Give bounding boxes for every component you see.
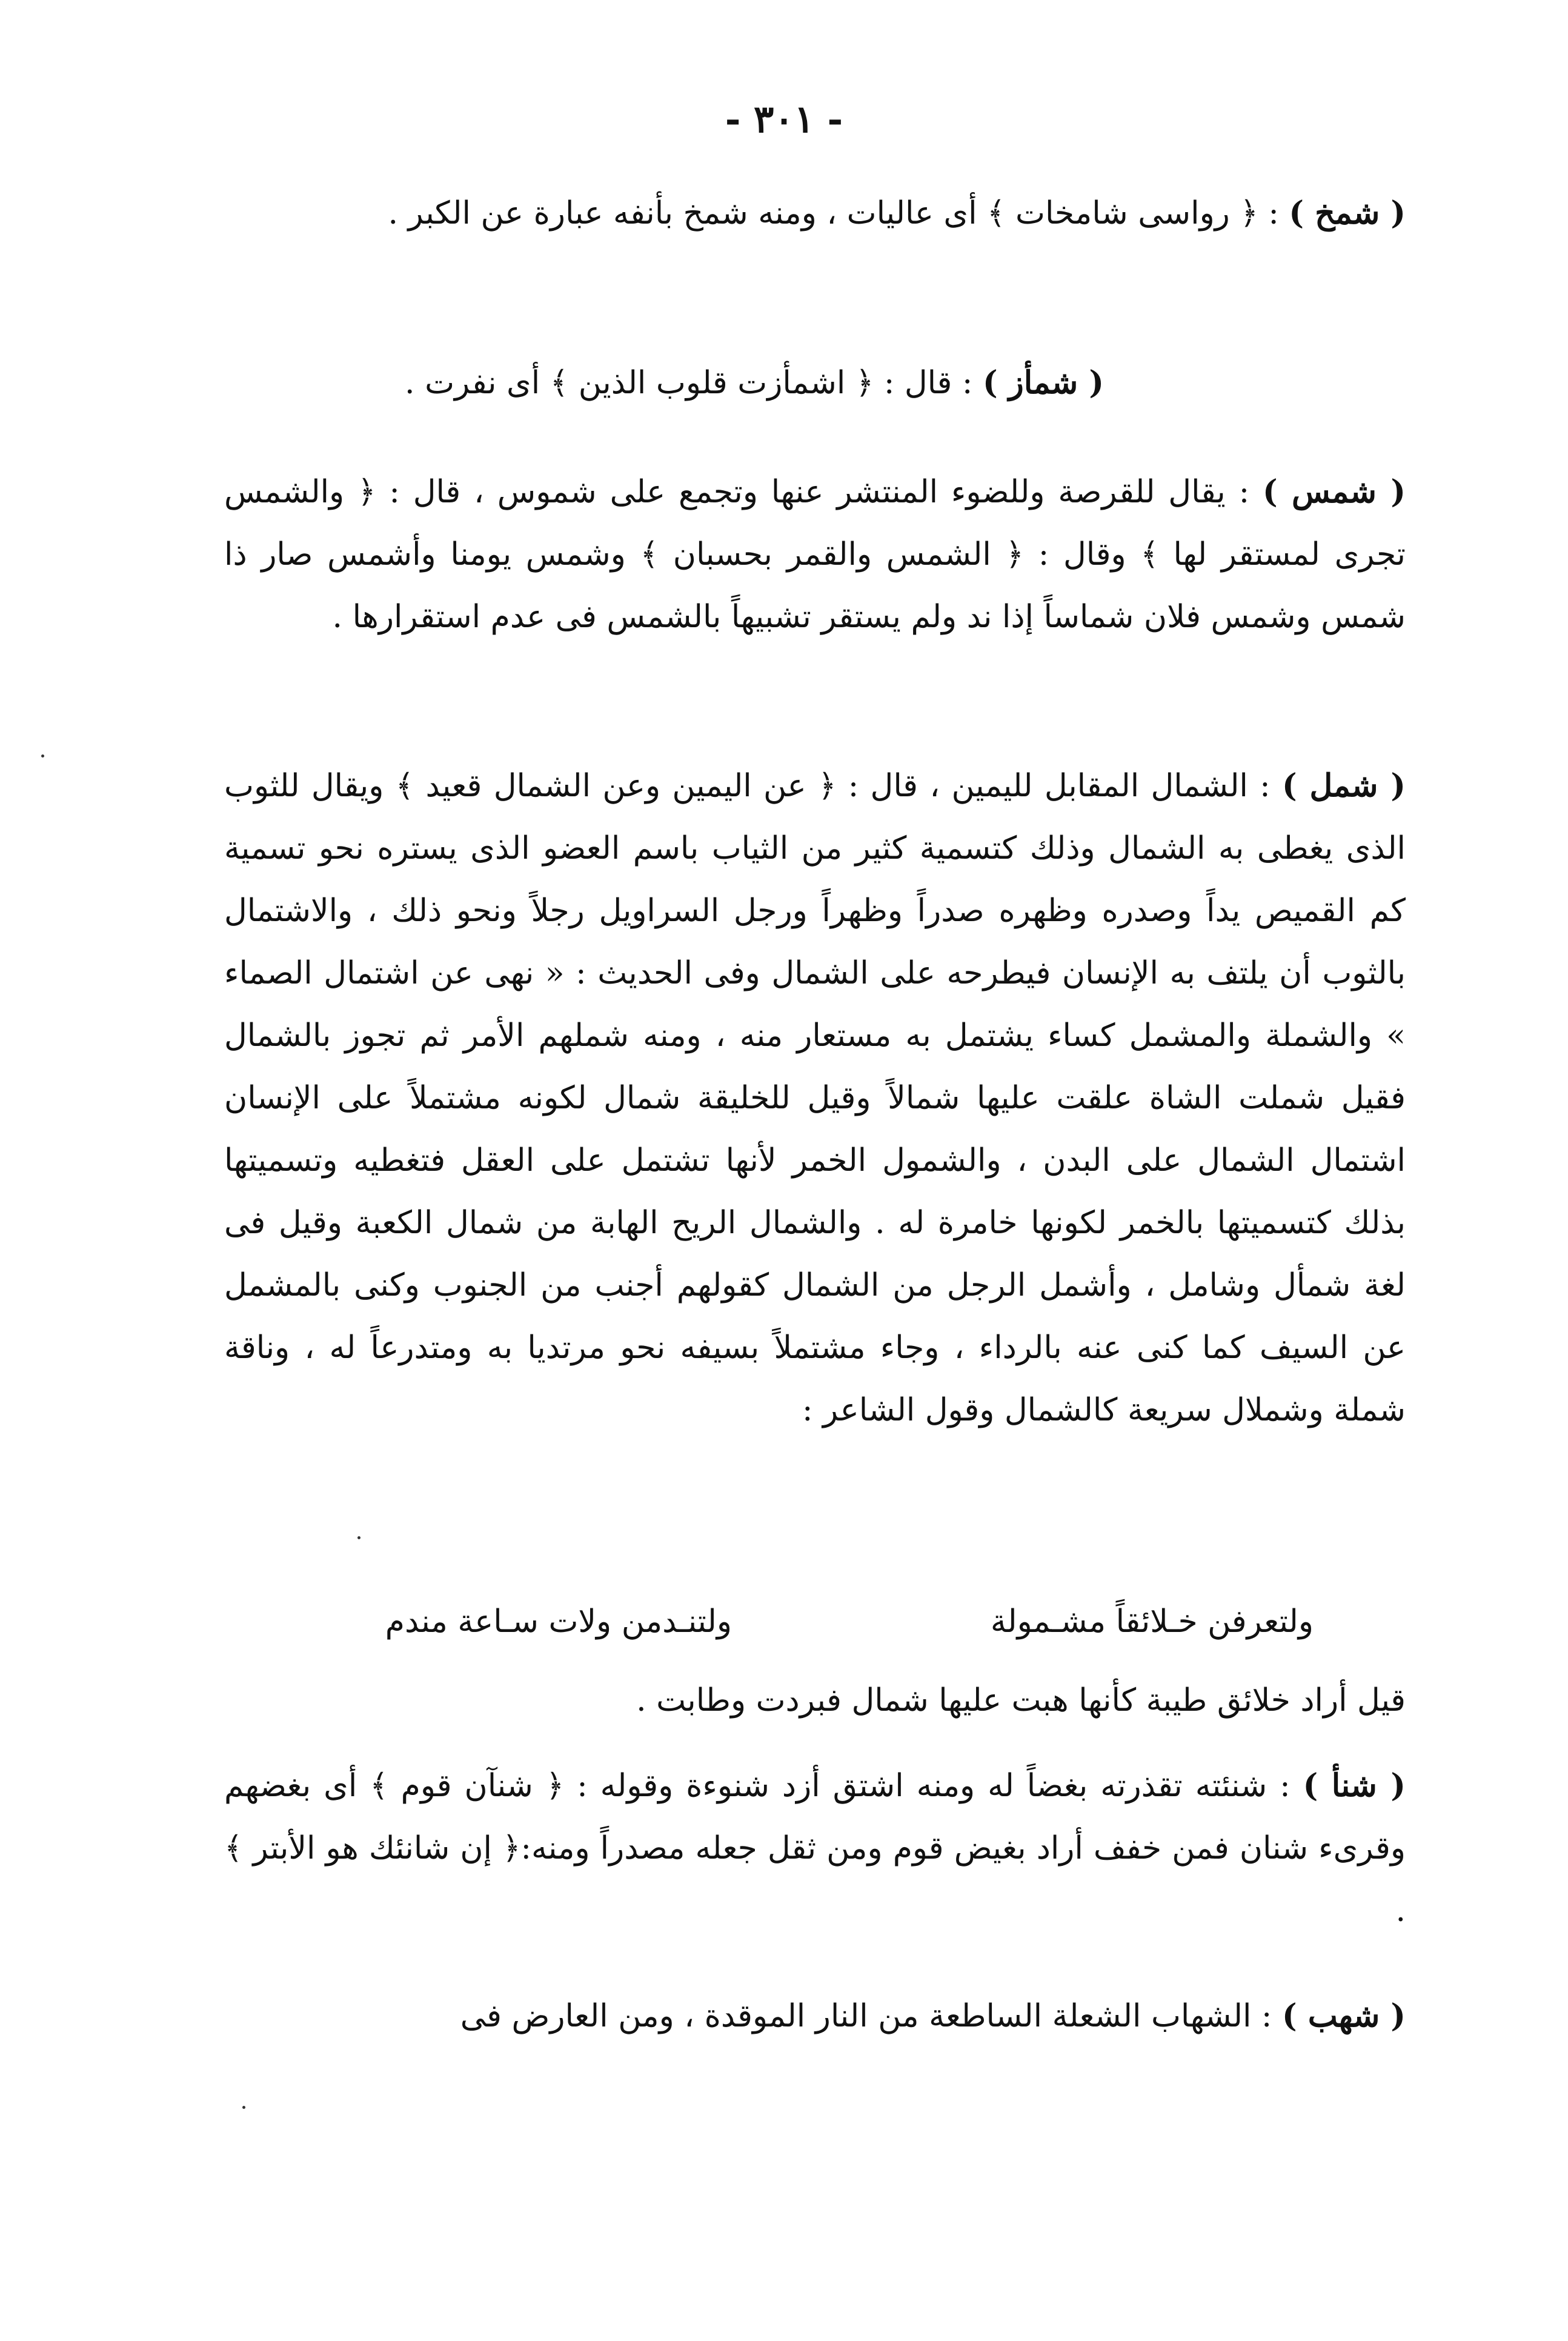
entry-paragraph [224,182,1406,245]
scan-speck [41,754,44,758]
entry-headword: ( شمل ) [1282,767,1406,804]
verse-hemistich-second: ولتنـدمن ولات سـاعة مندم [385,1603,732,1640]
entry-headword: ( شمأز ) [982,364,1104,401]
entry-text: : الشهاب الشعلة الساطعة من النار الموقدة ، ومن العارض فى [460,1998,1282,2034]
entry-text: : ﴿ رواسى شامخات ﴾ أى عاليات ، ومنه شمخ بأنفه عبارة عن الكبر . [388,195,1289,231]
entry-paragraph [224,1985,1406,2048]
entry-shanaa [224,1754,1406,1942]
page-number: - ٣٠١ - [725,97,843,141]
entry-headword: ( شمخ ) [1289,195,1406,231]
verse-hemistich-first: ولتعرفن خـلائقاً مشـمولة [990,1603,1314,1640]
entry-shmaazza [224,351,1406,415]
scan-speck [242,2106,245,2109]
entry-shams [224,461,1406,648]
entry-shamal [224,754,1406,1442]
entry-paragraph [224,754,1406,1442]
entry-text: : الشمال المقابل لليمين ، قال : ﴿ عن اليمين وعن الشمال قعيد ﴾ ويقال للثوب الذى يغطى به الشمال وذلك كتسمية كثير من الثياب باسم العضو الذى يستره نحو تسمية كم القميص يداً وصدره وظهره صدراً وظهراً ورجل السراويل رجلاً ونحو ذلك ، والاشتمال بالثوب أن يلتف به الإنسان فيطرحه على الشمال وفى الحديث : « نهى عن اشتمال الصماء » والشملة والمشمل كساء يشتمل به مستعار منه ، ومنه شملهم الأمر ثم تجوز بالشمال فقيل شملت الشاة علقت عليها شمالاً وقيل للخليقة شمال لكونه مشتملاً على الإنسان اشتمال الشمال على البدن ، والشمول الخمر لأنها تشتمل على العقل فتغطيه وتسميتها بذلك كتسميتها بالخمر لكونها خامرة له . والشمال الريح الهابة من شمال الكعبة وقيل فى لغة شمأل وشامل ، وأشمل الرجل من الشمال كقولهم أجنب من الجنوب وكنى بالمشمل عن السيف كما كنى عنه بالرداء ، وجاء مشتملاً بسيفه نحو مرتديا به ومتدرعاً له ، وناقة شملة وشملال سريعة كالشمال وقول الشاعر : [224,768,1406,1428]
entry-shahab [224,1985,1406,2048]
entry-paragraph [224,1754,1406,1942]
entry-headword: ( شهب ) [1281,1997,1406,2034]
entry-headword: ( شمس ) [1262,473,1406,510]
entry-paragraph [224,461,1406,648]
entry-text: : شنئته تقذرته بغضاً له ومنه اشتق أزد شنوءة وقوله : ﴿ شنآن قوم ﴾ أى بغضهم وقرىء شنان فمن خفف أراد بغيض قوم ومن ثقل جعله مصدراً ومنه:﴿ إن شانئك هو الأبتر ﴾ . [224,1768,1406,1929]
entry-shamakha [224,182,1406,245]
entry-text: : قال : ﴿ اشمأزت قلوب الذين ﴾ أى نفرت . [405,365,983,401]
entry-headword: ( شنأ ) [1303,1767,1406,1804]
entry-text: : يقال للقرصة وللضوء المنتشر عنها وتجمع على شموس ، قال : ﴿ والشمس تجرى لمستقر لها ﴾ وقال : ﴿ الشمس والقمر بحسبان ﴾ وشمس يومنا وأشمس صار ذا شمس وشمس فلان شماساً إذا ند ولم يستقر تشبيهاً بالشمس فى عدم استقرارها . [224,474,1406,635]
scan-speck [357,1536,360,1539]
entry-paragraph [224,351,1284,415]
verse-explanation: قيل أراد خلائق طيبة كأنها هبت عليها شمال فبردت وطابت . [636,1682,1406,1719]
